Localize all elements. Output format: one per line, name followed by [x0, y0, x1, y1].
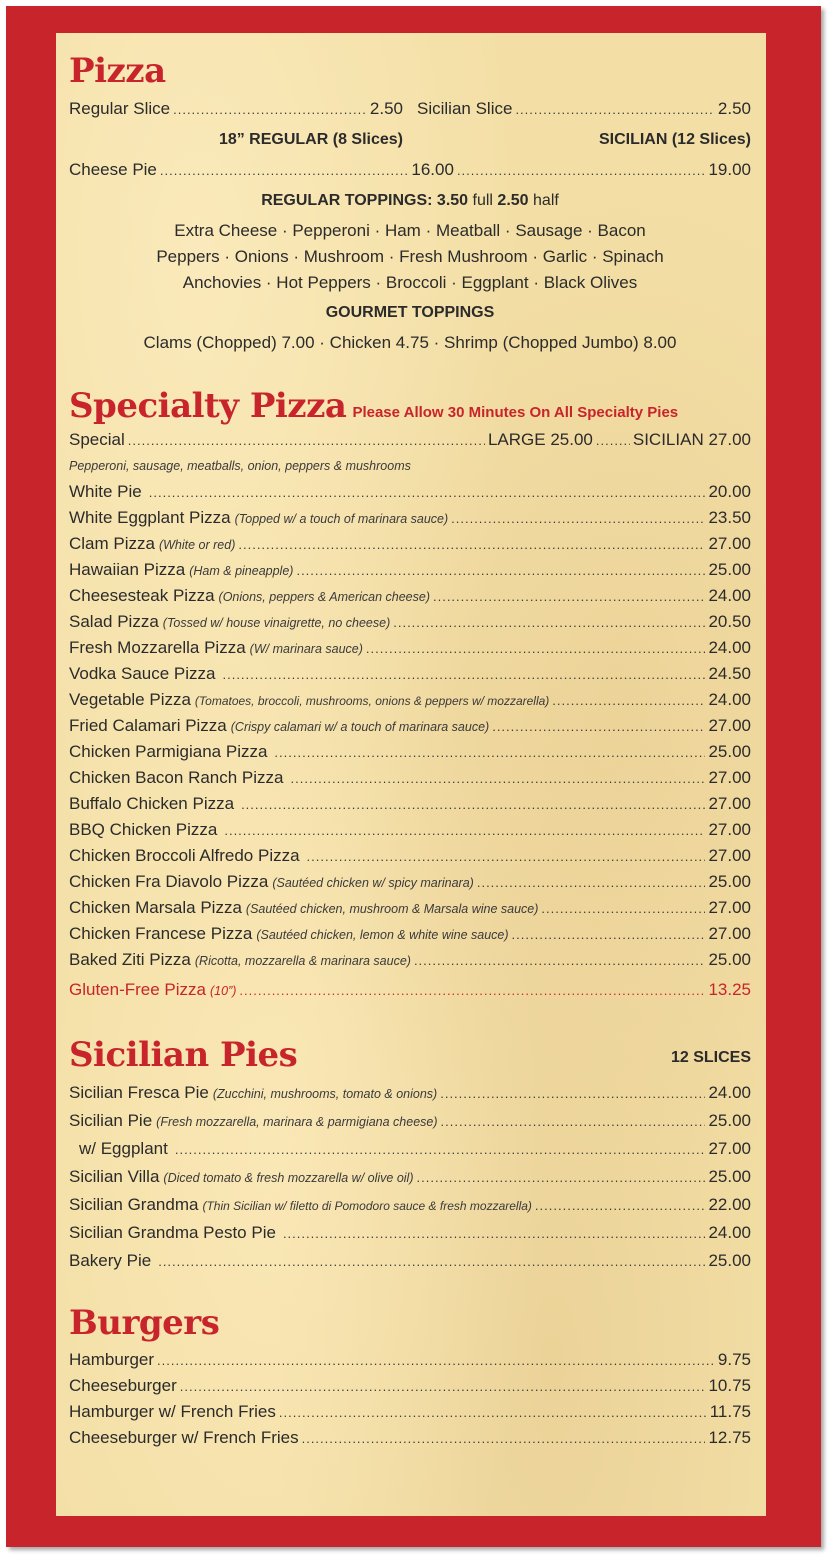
item-name: Special	[69, 430, 125, 449]
item-name: Chicken Marsala Pizza	[69, 898, 242, 917]
item-desc: (Diced tomato & fresh mozzarella w/ olive oil)	[163, 1171, 414, 1185]
item-price: 24.00	[708, 690, 751, 709]
item-price-sicilian: 19.00	[708, 160, 751, 179]
item-name: Vodka Sauce Pizza	[69, 664, 216, 683]
item-price: 24.00	[708, 586, 751, 605]
item-price: 2.50	[369, 99, 403, 118]
burgers-section	[69, 1303, 751, 1343]
leader-dots	[440, 1080, 705, 1108]
leader-dots	[238, 532, 705, 558]
specialty-note: Please Allow 30 Minutes On All Specialty Pies	[352, 404, 679, 421]
item-desc: (W/ marinara sauce)	[249, 642, 363, 656]
item-price-sicilian: SICILIAN 27.00	[632, 430, 751, 449]
menu-item	[69, 96, 403, 122]
menu-item	[69, 1163, 751, 1191]
leader-dots	[279, 1400, 707, 1426]
menu-item	[69, 895, 751, 921]
leader-dots	[307, 844, 706, 870]
leader-dots	[296, 558, 705, 584]
leader-dots	[441, 1108, 706, 1136]
menu-item	[69, 843, 751, 869]
item-price: 27.00	[708, 1139, 751, 1158]
sicilian-title: Sicilian Pies	[69, 1035, 298, 1075]
menu-item	[69, 661, 751, 687]
item-name: Hamburger	[69, 1350, 155, 1369]
item-name: Chicken Parmigiana Pizza	[69, 742, 268, 761]
item-name: Chicken Bacon Ranch Pizza	[69, 768, 284, 787]
item-name: Sicilian Grandma	[69, 1195, 199, 1214]
special-row	[69, 427, 751, 453]
pizza-section	[69, 51, 751, 91]
item-price: 25.00	[708, 1167, 751, 1186]
leader-dots	[149, 480, 706, 506]
item-price: 20.50	[708, 612, 751, 631]
item-price: 25.00	[708, 560, 751, 579]
menu-item	[417, 96, 751, 122]
item-desc: (Ricotta, mozzarella & marinara sauce)	[194, 954, 411, 968]
size-regular: 18” REGULAR (8 Slices)	[218, 131, 403, 148]
leader-dots	[492, 714, 705, 740]
item-desc: (Fresh mozzarella, marinara & parmigiana cheese)	[156, 1115, 438, 1129]
leader-dots	[541, 896, 705, 922]
leader-dots	[158, 1248, 705, 1276]
item-desc: (Tomatoes, broccoli, mushrooms, onions & peppers w/ mozzarella)	[194, 694, 550, 708]
leader-dots	[393, 610, 705, 636]
item-name: Salad Pizza	[69, 612, 159, 631]
leader-dots	[552, 688, 705, 714]
menu-item	[69, 1425, 751, 1451]
item-desc: (Crispy calamari w/ a touch of marinara sauce)	[230, 720, 490, 734]
item-name: Baked Ziti Pizza	[69, 950, 191, 969]
item-price: 25.00	[708, 1251, 751, 1270]
menu-item	[69, 531, 751, 557]
menu-item	[69, 1135, 751, 1163]
specialty-title: Specialty Pizza	[69, 386, 347, 426]
leader-dots	[515, 97, 714, 123]
menu-item	[69, 791, 751, 817]
item-price: 10.75	[708, 1376, 751, 1395]
item-name: White Pie	[69, 482, 142, 501]
item-name: Sicilian Fresca Pie	[69, 1083, 209, 1102]
item-desc: (Sautéed chicken, lemon & white wine sauce)	[256, 928, 509, 942]
menu-item	[69, 1107, 751, 1135]
menu-item	[69, 947, 751, 973]
menu-item	[69, 1399, 751, 1425]
sicilian-section	[69, 1035, 751, 1079]
toppings-full-price: 3.50	[436, 192, 469, 209]
menu-item	[69, 1219, 751, 1247]
item-name: Chicken Francese Pizza	[69, 924, 253, 943]
item-name: Chicken Fra Diavolo Pizza	[69, 872, 269, 891]
item-name: Bakery Pie	[69, 1251, 152, 1270]
item-price: 24.00	[708, 1223, 751, 1242]
item-price: 24.50	[708, 664, 751, 683]
menu-paper	[56, 33, 766, 1516]
leader-dots	[433, 584, 705, 610]
leader-dots	[283, 1220, 706, 1248]
gourmet-toppings-header: GOURMET TOPPINGS	[325, 304, 495, 321]
item-desc: (Zucchini, mushrooms, tomato & onions)	[212, 1087, 438, 1101]
menu-item	[69, 1191, 751, 1219]
leader-dots	[160, 158, 409, 184]
item-desc: (Sautéed chicken w/ spicy marinara)	[272, 876, 474, 890]
item-name: Vegetable Pizza	[69, 690, 191, 709]
item-price: 27.00	[708, 924, 751, 943]
item-price: 25.00	[708, 950, 751, 969]
item-desc: (Onions, peppers & American cheese)	[218, 590, 430, 604]
leader-dots	[128, 428, 485, 454]
size-sicilian: SICILIAN (12 Slices)	[598, 131, 751, 148]
item-price: 25.00	[708, 742, 751, 761]
item-price: 24.00	[708, 1083, 751, 1102]
regular-toppings-header	[69, 188, 751, 214]
item-name: Fried Calamari Pizza	[69, 716, 227, 735]
item-desc: (Ham & pineapple)	[189, 564, 294, 578]
menu-item	[69, 765, 751, 791]
item-name: Cheeseburger	[69, 1376, 177, 1395]
menu-item	[69, 635, 751, 661]
menu-item	[69, 583, 751, 609]
menu-item	[69, 505, 751, 531]
item-name: Hamburger w/ French Fries	[69, 1402, 276, 1421]
item-price: 27.00	[708, 898, 751, 917]
special-description: Pepperoni, sausage, meatballs, onion, peppers & mushrooms	[69, 459, 411, 473]
item-name: Sicilian Grandma Pesto Pie	[69, 1223, 276, 1242]
gourmet-toppings-line: Clams (Chopped) 7.00 · Chicken 4.75 · Shrimp (Chopped Jumbo) 8.00	[143, 333, 677, 352]
leader-dots	[291, 766, 706, 792]
leader-dots	[477, 870, 706, 896]
leader-dots	[239, 978, 705, 1004]
item-name: w/ Eggplant	[79, 1139, 168, 1158]
menu-item	[69, 1079, 751, 1107]
toppings-half-price: 2.50	[497, 192, 529, 209]
item-desc: (Thin Sicilian w/ filetto di Pomodoro sauce & fresh mozzarella)	[202, 1199, 532, 1213]
item-price: 9.75	[717, 1350, 751, 1369]
slice-row	[69, 96, 751, 122]
item-price: 12.75	[708, 1428, 751, 1447]
item-name: White Eggplant Pizza	[69, 508, 231, 527]
menu-item	[69, 713, 751, 739]
menu-item	[69, 609, 751, 635]
toppings-line: Extra Cheese · Pepperoni · Ham · Meatball · Sausage · Bacon	[174, 221, 646, 240]
item-price: 23.50	[708, 508, 751, 527]
item-price: 27.00	[708, 768, 751, 787]
item-price: 27.00	[708, 534, 751, 553]
burgers-list	[69, 1347, 751, 1451]
item-name: Regular Slice	[69, 99, 171, 118]
leader-dots	[274, 740, 705, 766]
leader-dots	[302, 1426, 706, 1452]
size-headers	[69, 127, 751, 153]
leader-dots	[157, 1348, 715, 1374]
item-name: Sicilian Pie	[69, 1111, 153, 1130]
leader-dots	[535, 1192, 706, 1220]
item-price: 25.00	[708, 872, 751, 891]
sicilian-slices-label: 12 SLICES	[670, 1049, 751, 1066]
item-price: 13.25	[708, 980, 751, 999]
item-name: Chicken Broccoli Alfredo Pizza	[69, 846, 300, 865]
gluten-free-item	[69, 977, 751, 1003]
item-price: 24.00	[708, 638, 751, 657]
menu-item	[69, 739, 751, 765]
leader-dots	[241, 792, 705, 818]
menu-item	[69, 869, 751, 895]
burgers-title: Burgers	[69, 1303, 220, 1343]
leader-dots	[175, 1136, 706, 1164]
item-name: Sicilian Villa	[69, 1167, 160, 1186]
item-desc: (Tossed w/ house vinaigrette, no cheese)	[162, 616, 391, 630]
toppings-label: REGULAR TOPPINGS:	[261, 192, 433, 209]
item-price: 20.00	[708, 482, 751, 501]
item-price: 27.00	[708, 820, 751, 839]
leader-dots	[451, 506, 705, 532]
menu-item	[69, 921, 751, 947]
item-name: Sicilian Slice	[417, 99, 513, 118]
cheese-pie-row	[69, 157, 751, 183]
item-name: Hawaiian Pizza	[69, 560, 186, 579]
item-price: 11.75	[709, 1402, 751, 1421]
item-desc: (10”)	[210, 984, 237, 998]
toppings-line: Anchovies · Hot Peppers · Broccoli · Eggplant · Black Olives	[182, 273, 638, 292]
leader-dots	[180, 1374, 706, 1400]
pizza-title: Pizza	[69, 51, 166, 91]
toppings-full-word: full	[472, 192, 493, 209]
toppings-line: Peppers · Onions · Mushroom · Fresh Mushroom · Garlic · Spinach	[156, 247, 664, 266]
leader-dots	[224, 818, 705, 844]
leader-dots	[596, 428, 630, 454]
item-name: Buffalo Chicken Pizza	[69, 794, 235, 813]
menu-item	[69, 1373, 751, 1399]
leader-dots	[366, 636, 706, 662]
specialty-section	[69, 386, 751, 433]
item-price: 2.50	[717, 99, 751, 118]
item-name: Cheesesteak Pizza	[69, 586, 215, 605]
item-price: 27.00	[708, 716, 751, 735]
leader-dots	[173, 97, 367, 123]
item-name: Gluten-Free Pizza	[69, 980, 206, 999]
item-name: Clam Pizza	[69, 534, 155, 553]
menu-item	[69, 687, 751, 713]
item-desc: (Sautéed chicken, mushroom & Marsala wine sauce)	[245, 902, 539, 916]
item-name: Cheeseburger w/ French Fries	[69, 1428, 299, 1447]
leader-dots	[414, 948, 706, 974]
item-price-regular: 16.00	[411, 160, 454, 179]
item-name: Fresh Mozzarella Pizza	[69, 638, 246, 657]
toppings-half-word: half	[533, 192, 559, 209]
item-price-large: LARGE 25.00	[487, 430, 593, 449]
menu-item	[69, 817, 751, 843]
item-desc: (Topped w/ a touch of marinara sauce)	[234, 512, 449, 526]
item-price: 27.00	[708, 846, 751, 865]
item-price: 25.00	[708, 1111, 751, 1130]
leader-dots	[512, 922, 706, 948]
item-desc: (White or red)	[158, 538, 236, 552]
menu-item	[69, 1247, 751, 1275]
item-name: Cheese Pie	[69, 160, 157, 179]
menu-item	[69, 557, 751, 583]
menu-item	[69, 479, 751, 505]
leader-dots	[417, 1164, 706, 1192]
item-name: BBQ Chicken Pizza	[69, 820, 218, 839]
leader-dots	[222, 662, 705, 688]
item-price: 22.00	[708, 1195, 751, 1214]
item-price: 27.00	[708, 794, 751, 813]
specialty-list	[69, 479, 751, 1003]
sicilian-list	[69, 1079, 751, 1275]
menu-item	[69, 1347, 751, 1373]
leader-dots	[457, 158, 706, 184]
